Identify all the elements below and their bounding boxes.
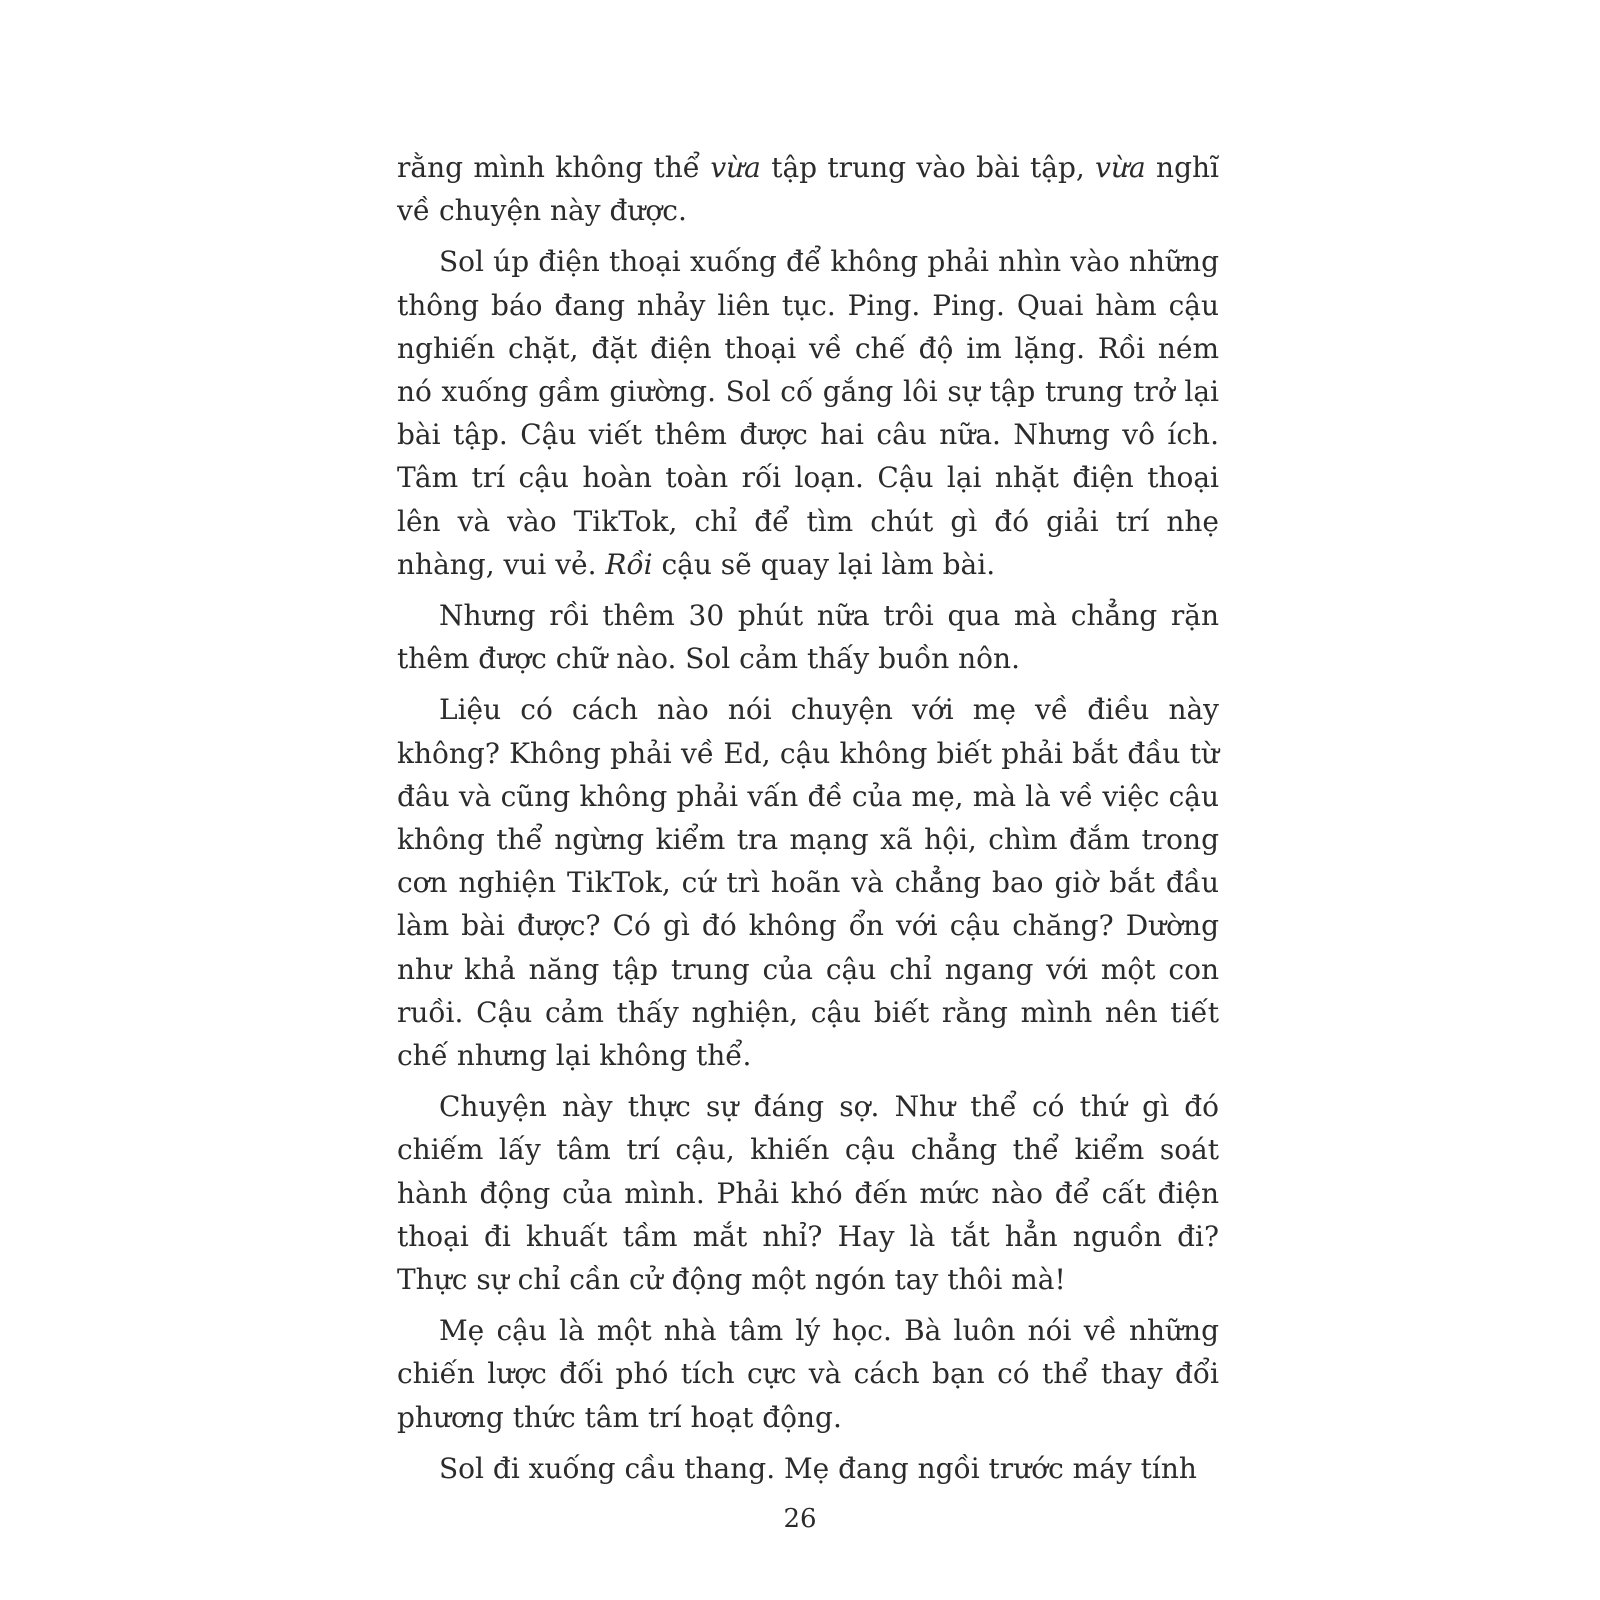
text-run: Nhưng rồi thêm 30 phút nữa trôi qua mà chẳng rặn thêm được chữ nào. Sol cảm thấy buồn nôn. [397, 599, 1219, 676]
text-run: Chuyện này thực sự đáng sợ. Như thể có thứ gì đó chiếm lấy tâm trí cậu, khiến cậu chẳng thể kiểm soát hành động của mình. Phải khó đến mức nào để cất điện thoại đi khuất tầm mắt nhỉ? Hay là tắt hẳn nguồn đi? Thực sự chỉ cần cử động một ngón tay thôi mà! [397, 1090, 1219, 1297]
italic-text: Rồi [605, 547, 653, 581]
paragraph [397, 594, 1219, 680]
text-run: tập trung vào bài tập, [760, 151, 1096, 184]
paragraph [397, 240, 1219, 586]
text-run: Sol đi xuống cầu thang. Mẹ đang ngồi trước máy tính [439, 1451, 1197, 1485]
text-run: Mẹ cậu là một nhà tâm lý học. Bà luôn nói về những chiến lược đối phó tích cực và cách bạn có thể thay đổi phương thức tâm trí hoạt động. [397, 1314, 1219, 1434]
italic-text: vừa [1095, 151, 1146, 184]
text-run: nghĩ về chuyện này được. [397, 151, 1219, 228]
paragraph [397, 1085, 1219, 1301]
paragraph [397, 146, 1219, 232]
paragraph [397, 688, 1219, 1077]
paragraph [397, 1309, 1219, 1439]
italic-text: vừa [710, 151, 761, 184]
text-run: cậu sẽ quay lại làm bài. [652, 547, 996, 581]
text-run: rằng mình không thể [397, 151, 711, 184]
body-text [397, 146, 1219, 1490]
text-run: Sol úp điện thoại xuống để không phải nhìn vào những thông báo đang nhảy liên tục. Ping. Ping. Quai hàm cậu nghiến chặt, đặt điện thoại về chế độ im lặng. Rồi ném nó xuống gầm giường. Sol cố gắng lôi sự tập trung trở lại bài tập. Cậu viết thêm được hai câu nữa. Nhưng vô ích. Tâm trí cậu hoàn toàn rối loạn. Cậu lại nhặt điện thoại lên và vào TikTok, chỉ để tìm chút gì đó giải trí nhẹ nhàng, vui vẻ. [397, 245, 1219, 581]
text-run: Liệu có cách nào nói chuyện với mẹ về điều này không? Không phải về Ed, cậu không biết phải bắt đầu từ đâu và cũng không phải vấn đề của mẹ, mà là về việc cậu không thể ngừng kiểm tra mạng xã hội, chìm đắm trong cơn nghiện TikTok, cứ trì hoãn và chẳng bao giờ bắt đầu làm bài được? Có gì đó không ổn với cậu chăng? Dường như khả năng tập trung của cậu chỉ ngang với một con ruồi. Cậu cảm thấy nghiện, cậu biết rằng mình nên tiết chế nhưng lại không thể. [397, 693, 1219, 1073]
page-number: 26 [783, 1504, 817, 1534]
paragraph [397, 1447, 1219, 1490]
